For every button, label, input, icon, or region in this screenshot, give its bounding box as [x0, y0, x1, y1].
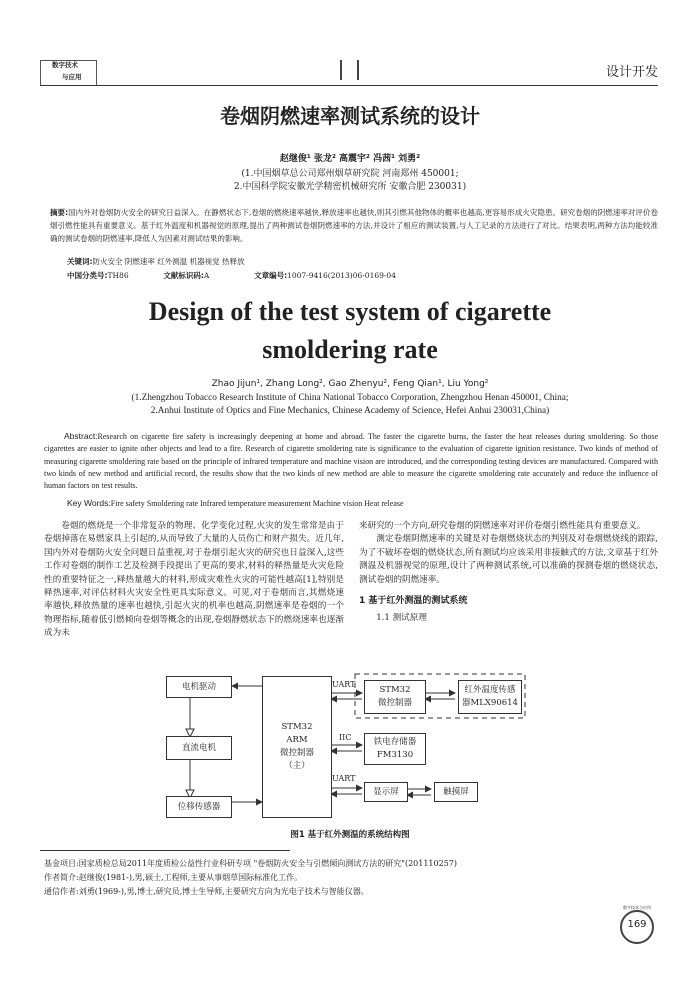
main-mcu-box: STM32 ARM 微控制器 （主） [262, 676, 332, 818]
ferroelectric-storage-box: 铁电存储器 FM3130 [364, 733, 426, 765]
page-badge-text: 数字技术与应用 [623, 905, 651, 910]
touchscreen-box: 触摸屏 [434, 782, 478, 802]
article-number-label: 文章编号: [254, 271, 288, 280]
section-heading: 1 基于红外测温的测试系统 [359, 596, 468, 607]
english-abstract-text: Research on cigarette fire safety is increasingly deepening at home and abroad. The faster the cigarette burns, the faster the heat releases during smoldering. So those cigarettes are easier to ignite other objects and lead to a fire. Research of cigarette smoldering rate is significance to the evaluation of cigarette ignition resistance. Two kinds of method of measuring cigarette smoldering rate based on the principle of infrared temperature and machine vision are introduced, and the corresponding testing devices are manufactured. Compared with two kinds of new method and artificial record, the results show that the two kinds of new method are able to measure the cigarette smoldering rate accurately and reduce the influence of human factors on test results. [44, 432, 658, 491]
display-box: 显示屏 [364, 782, 408, 802]
position-sensor-box: 位移传感器 [166, 796, 232, 818]
iic-label: IIC [339, 733, 352, 742]
stm32-mcu-box: STM32 微控制器 [364, 680, 426, 714]
english-keywords-text: Fire safety Smoldering rate Infrared temperature measurement Machine vision Heat release [110, 499, 404, 508]
page-number: 169 [627, 919, 647, 930]
footnote-fund: 基金项目:国家质检总局2011年度质检公益性行业科研专项 "卷烟防火安全与引燃倾向测试方法的研究"(201110257) [44, 859, 458, 868]
doc-code-value: A [203, 271, 210, 280]
uart-label: UART [332, 680, 356, 689]
chinese-affiliation-2: 2.中国科学院安徽光学精密机械研究所 安徽合肥 230031) [233, 182, 467, 192]
uart-label: UART [332, 774, 356, 783]
chinese-authors: 赵继俊¹ 张龙² 高震宇² 冯茜¹ 刘勇² [279, 154, 421, 164]
article-number-value: 1007-9416(2013)06-0169-04 [287, 271, 396, 280]
section-label: 设计开发 [605, 65, 658, 80]
subsection-heading: 1.1 测试原理 [376, 613, 427, 624]
english-keywords-label: Key Words: [67, 498, 111, 508]
chinese-title: 卷烟阴燃速率测试系统的设计 [220, 104, 480, 128]
journal-logo-line1: 数字技术 [52, 61, 78, 69]
dc-motor-box: 直流电机 [166, 736, 232, 760]
english-authors: Zhao Jijun¹, Zhang Long², Gao Zhenyu², Feng Qian¹, Liu Yong² [211, 379, 489, 389]
doc-code-label: 文献标识码: [163, 271, 204, 280]
english-title-line1: Design of the test system of cigarette [148, 297, 552, 326]
journal-logo-line2: 与应用 [62, 73, 82, 81]
chinese-affiliation-1: (1.中国烟草总公司郑州烟草研究院 河南郑州 450001; [241, 169, 459, 179]
footnote-author: 作者简介:赵继俊(1981-),男,硕士,工程师,主要从事烟草国际标准化工作。 [44, 873, 303, 882]
english-affiliation-2: 2.Anhui Institute of Optics and Fine Mechanics, Chinese Academy of Science, Hefei Anhui 230031,China) [150, 406, 550, 416]
motor-driver-box: 电机驱动 [166, 676, 232, 698]
chinese-abstract-text: 国内外对卷烟防火安全的研究日益深入。在静燃状态下,卷烟的燃烧速率越快,释放速率也越快,则其引燃其他物体的概率也越高,更容易形成火灾隐患。研究卷烟的阴燃速率对评价卷烟引燃性能具有重要意义。基于红外温度和机器视觉的原理,提出了两种测试卷烟阴燃速率的方法,并设计了相应的测试装置,与人工记录的方法进行了对比。结果表明,两种方法均能较准确的测试卷烟的阴燃速率,降低人为因素对测试结果的影响。 [50, 208, 658, 243]
chinese-keywords-label: 关键词: [67, 257, 93, 266]
ir-temperature-sensor-box: 红外温度传感 器MLX90614 [458, 680, 522, 714]
footnote-corresponding: 通信作者:刘勇(1969-),男,博士,研究员,博士生导师,主要研究方向为光电子技术与智能仪器。 [44, 887, 369, 896]
english-affiliation-1: (1.Zhengzhou Tobacco Research Institute of China National Tobacco Corporation, Zhengzhou Henan 450001, China; [131, 393, 569, 403]
english-title-line2: smoldering rate [262, 335, 438, 364]
clc-label: 中国分类号: [67, 271, 108, 280]
footnote-rule [40, 850, 290, 851]
figure-caption: 图1 基于红外测温的系统结构图 [290, 830, 410, 840]
chinese-abstract-label: 摘要: [50, 208, 69, 217]
body-paragraph: 卷烟的燃烧是一个非常复杂的物理、化学变化过程,火灾的发生常常是由于卷烟掉落在易燃家具上引起的,从而导致了大量的人员伤亡和财产损失。近几年,国内外对卷烟防火安全问题日益重视,对于卷烟引起火灾的研究也日益深入,这些工作对卷烟的制作工艺及检测手段提出了更高的要求,材料的释热量是火灾危险性的重要特征之一,释热量越大的材料,形成灾难性火灾的可能性越高[1],特别是释热速率,对评估材料火灾安全性更具实际意义。可见,对于卷烟而言,其燃烧速率越快,释放热量的速率也越快,引起火灾的机率也越高,阴燃速率是卷烟的一个物理指标,随着低引燃倾向卷烟等概念的出现,卷烟静燃状态下的燃烧速率也逐渐成为未 [44, 521, 344, 639]
body-paragraph: 来研究的一个方向,研究卷烟的阴燃速率对评价卷烟引燃性能具有重要意义。 [359, 521, 646, 531]
chinese-keywords-text: 防火安全 阴燃速率 红外测温 机器视觉 热释放 [92, 257, 245, 266]
english-abstract-label: Abstract: [64, 431, 98, 441]
clc-value: TH86 [107, 271, 129, 280]
body-paragraph: 测定卷烟阴燃速率的关键是对卷烟燃烧状态的判别及对卷烟燃烧线的跟踪,为了不破坏卷烟的燃烧状态,所有测试均应该采用非接触式的方法,文章基于红外测温及机器视觉的原理,设计了两种测试系统,可以准确的探测卷烟的燃烧状态,测试卷烟的阴燃速率。 [359, 534, 658, 585]
